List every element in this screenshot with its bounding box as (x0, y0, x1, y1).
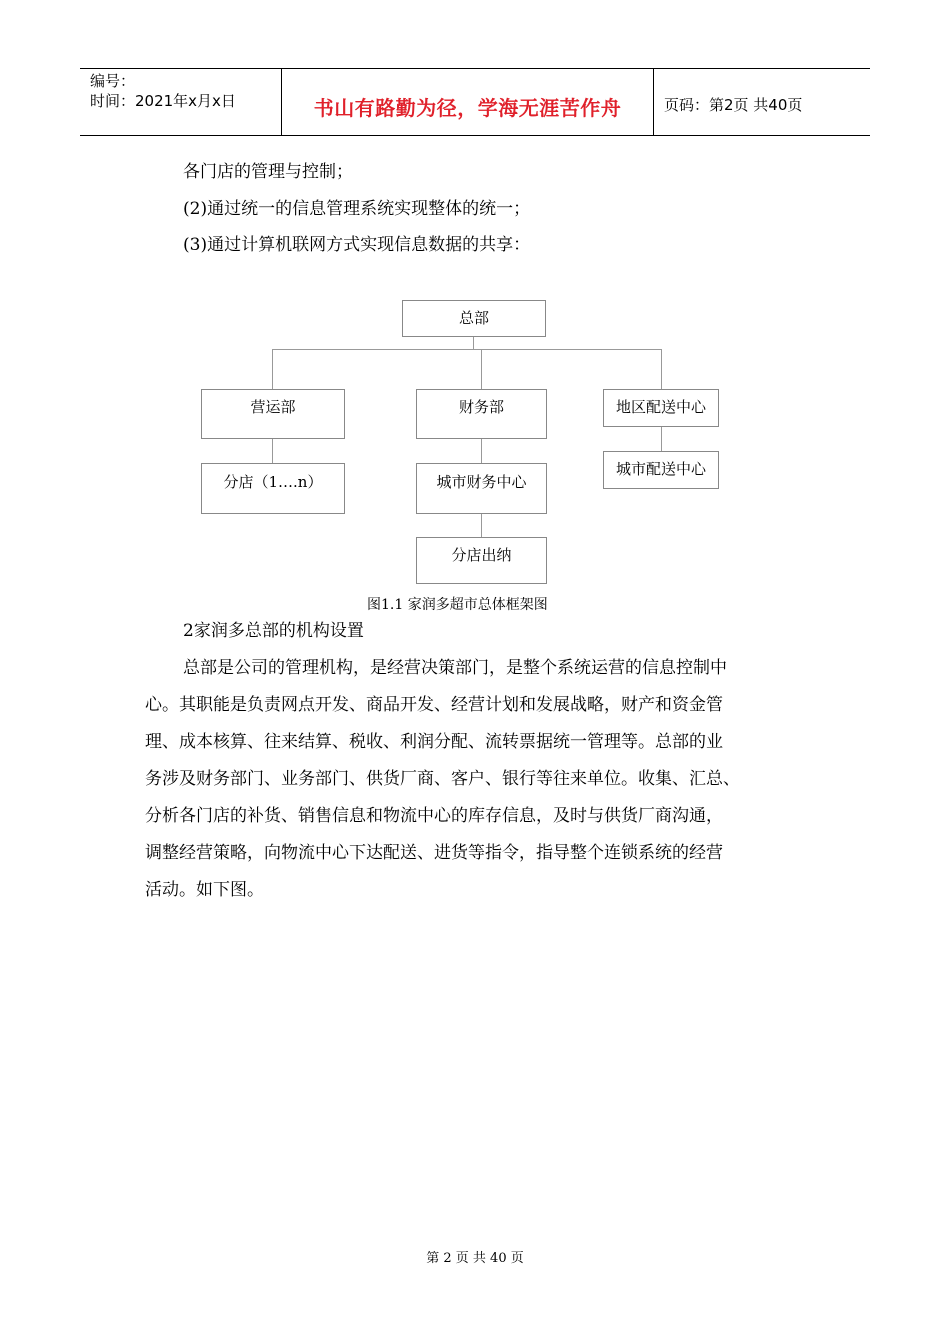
section-title: 2家润多总部的机构设置 (183, 621, 364, 641)
org-box-branch (201, 463, 345, 514)
header-bottom-rule (80, 135, 870, 136)
header-divider (653, 68, 654, 135)
connector-line (481, 513, 482, 537)
org-box-label: 分店（1….n） (223, 473, 323, 491)
paragraph-line: 心。其职能是负责网点开发、商品开发、经营计划和发展战略，财产和资金管 (145, 695, 723, 715)
connector-line (272, 349, 273, 389)
paragraph-line: 分析各门店的补货、销售信息和物流中心的库存信息，及时与供货厂商沟通， (145, 806, 723, 826)
document-date: 时间：2021年x月x日 (90, 92, 236, 110)
figure-caption: 图1.1 家润多超市总体框架图 (367, 597, 548, 613)
paragraph-line: 理、成本核算、往来结算、税收、利润分配、流转票据统一管理等。总部的业 (145, 732, 723, 752)
org-box-label: 总部 (458, 309, 489, 327)
org-box-branch-cashier (416, 537, 547, 584)
connector-line (481, 438, 482, 463)
paragraph-line: 活动。如下图。 (145, 880, 264, 900)
paragraph-line: 总部是公司的管理机构，是经营决策部门，是整个系统运营的信息控制中 (183, 658, 727, 678)
org-box-label: 地区配送中心 (615, 398, 706, 416)
paragraph-line: 调整经营策略，向物流中心下达配送、进货等指令，指导整个连锁系统的经营 (145, 843, 723, 863)
org-box-city-finance (416, 463, 547, 514)
connector-line (481, 349, 482, 389)
header-page-info: 页码：第2页 共40页 (664, 96, 803, 114)
connector-line (661, 349, 662, 389)
org-box-finance (416, 389, 547, 439)
page-footer: 第 2 页 共 40 页 (426, 1251, 524, 1266)
intro-line: (2)通过统一的信息管理系统实现整体的统一； (183, 199, 531, 219)
connector-line (661, 426, 662, 451)
org-box-label: 城市财务中心 (436, 473, 527, 491)
org-box-label: 营运部 (250, 398, 296, 416)
org-box-label: 分店出纳 (451, 546, 512, 564)
connector-line (473, 336, 474, 350)
org-box-operations (201, 389, 345, 439)
org-box-city-distribution (603, 451, 719, 489)
header-top-rule (80, 68, 870, 69)
org-box-label: 城市配送中心 (615, 460, 706, 478)
header-motto: 书山有路勤为径，学海无涯苦作舟 (313, 96, 622, 120)
connector-line (272, 349, 662, 350)
intro-line: 各门店的管理与控制； (183, 162, 353, 182)
paragraph-line: 务涉及财务部门、业务部门、供货厂商、客户、银行等往来单位。收集、汇总、 (145, 769, 740, 789)
document-number-label: 编号： (90, 72, 136, 90)
org-box-regional-distribution (603, 389, 719, 427)
org-box-label: 财务部 (458, 398, 504, 416)
connector-line (272, 438, 273, 463)
header-meta (90, 71, 236, 111)
intro-line: (3)通过计算机联网方式实现信息数据的共享： (183, 235, 531, 255)
org-box-hq (402, 300, 546, 337)
